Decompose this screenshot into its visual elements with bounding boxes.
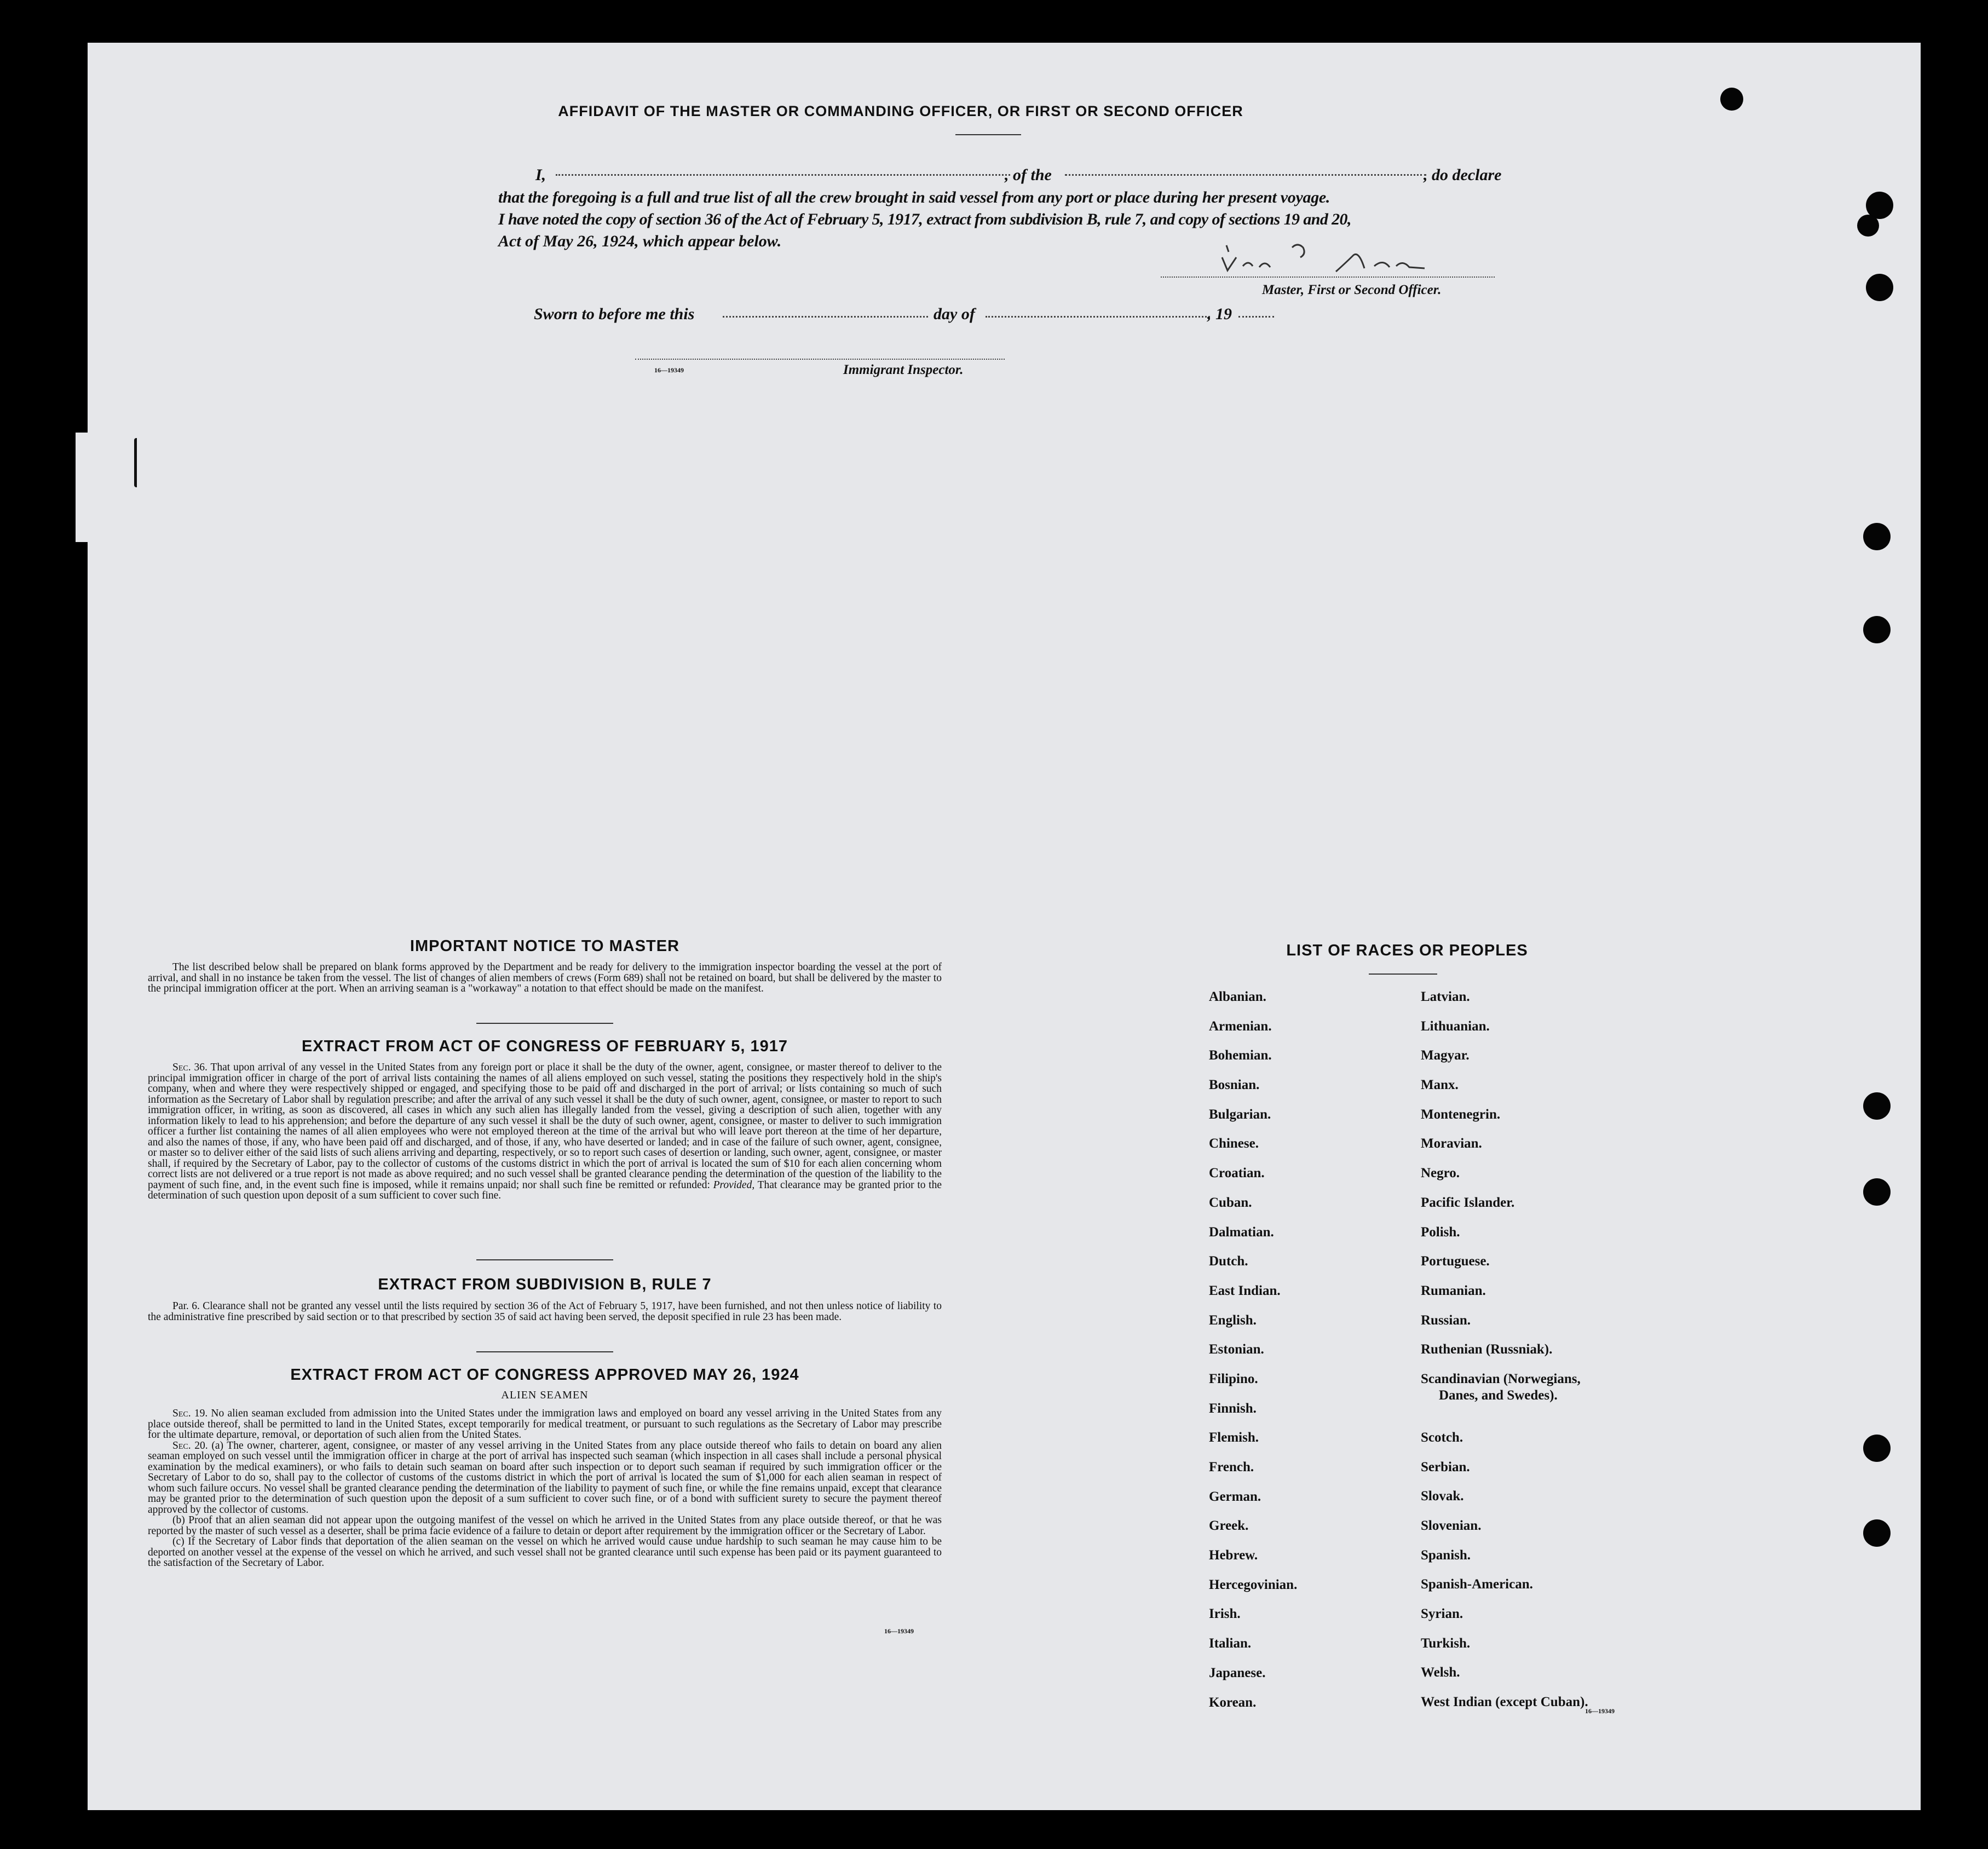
race-item: French. xyxy=(1209,1460,1254,1474)
race-item: East Indian. xyxy=(1209,1283,1281,1298)
affidavit-do-declare: , do declare xyxy=(1424,166,1502,184)
race-item: English. xyxy=(1209,1312,1257,1328)
sec-36-text: That upon arrival of any vessel in the United States from any foreign port or place it shall be the duty of the owner, agent, consignee, or master thereof to deliver to the principal immigration officer in charge of the port of arrival lists containing the names of all aliens employed on such vessel, stating the positions they respectively hold in the ship's company, when and where they were respectively shipped or engaged, and specifying those to be paid off and discharged in the port of arrival; or lists containing so much of such information as the Secretary of Labor shall by regulation prescribe; and after the arrival of any such vessel it shall be the duty of such owner, agent, consignee, or master to report to such immigration officer, in writing, as soon as discovered, all cases in which any such alien has illegally landed from the vessel, giving a description of such alien, together with any information likely to lead to his apprehension; and before the departure of any such vessel it shall be the duty of such owner, agent, consignee, or master to deliver to such immigration officer a further list containing the names of all alien employees who were not employed thereon at the time of the arrival but who will leave port thereon at the time of her departure, and also the names of those, if any, who have been paid off and discharged, and of those, if any, who have deserted or landed; and in case of the failure of such owner, agent, consignee, or master so to deliver either of the said lists of such aliens arriving and departing, respectively, or so to report such cases of desertion or landing, such owner, agent, consignee, or master shall, if required by the Secretary of Labor, pay to the collector of customs of the customs district in which the port of arrival is located the sum of $10 for each alien concerning whom correct lists are not delivered or a true report is not made as above required; and no such vessel shall be granted clearance pending the determination of the question of the liability to the payment of such fine, and, in the event such fine is imposed, while it remains unpaid; nor shall such fine be remitted or refunded: xyxy=(148,1062,942,1191)
race-item: Filipino. xyxy=(1209,1371,1258,1386)
extract-1924-body xyxy=(148,1408,942,1569)
alien-seamen-subheading: ALIEN SEAMEN xyxy=(501,1389,589,1401)
inspector-caption: Immigrant Inspector. xyxy=(843,362,964,377)
sworn-day-blank[interactable] xyxy=(723,316,928,318)
sec-36-text-end: That clearance may be granted prior to the determination of such question upon deposit of a sum sufficient to cover such fine. xyxy=(148,1179,942,1201)
paper-clip-mark xyxy=(134,438,141,487)
race-item: Moravian. xyxy=(1421,1136,1482,1151)
races-left-column xyxy=(1209,989,1297,1724)
sworn-month-blank[interactable] xyxy=(986,316,1210,318)
punch-hole xyxy=(1857,215,1879,237)
race-item: Greek. xyxy=(1209,1518,1249,1534)
punch-hole xyxy=(1866,274,1893,301)
race-item: Hebrew. xyxy=(1209,1548,1258,1563)
extract-1924-heading: EXTRACT FROM ACT OF CONGRESS APPROVED MAY 26, 1924 xyxy=(290,1366,799,1384)
races-underline xyxy=(1369,974,1437,975)
race-item xyxy=(1421,1371,1588,1430)
sec-20c-text: (c) If the Secretary of Labor finds that deportation of the alien seaman on the vessel on which he arrived would cause undue hardship to such seaman he may cause him to be deported on another vessel at the expense of the vessel on which he arrived, and such vessel shall not be granted clearance until such expense has been paid or its payment guaranteed to the satisfaction of the Secretary of Labor. xyxy=(148,1536,942,1569)
race-item: Spanish-American. xyxy=(1421,1577,1533,1592)
sworn-year-blank[interactable] xyxy=(1238,316,1274,318)
race-item: Rumanian. xyxy=(1421,1283,1486,1298)
divider xyxy=(476,1259,613,1260)
affidavit-of-the-label: , of the xyxy=(1005,166,1052,184)
race-item: Chinese. xyxy=(1209,1136,1259,1151)
extract-1917-body xyxy=(148,1062,942,1201)
handwritten-signature xyxy=(1210,235,1440,279)
signature-caption: Master, First or Second Officer. xyxy=(1262,283,1442,297)
notice-text: The list described below shall be prepared on blank forms approved by the Department and be ready for delivery to the immigration inspector boarding the vessel at the port of arrival, and shall in no instance be taken from the vessel. The list of changes of alien members of crews (Form 689) shall not be retained on board, but shall be delivered by the master to the principal immigration officer at the port. When an arriving seaman is a "workaway" a notation to that effect should be made on the manifest. xyxy=(148,961,942,994)
notice-body xyxy=(148,962,942,994)
punch-hole xyxy=(1720,88,1743,111)
race-item: Turkish. xyxy=(1421,1635,1471,1651)
race-item: Ruthenian (Russniak). xyxy=(1421,1342,1553,1357)
race-item: Latvian. xyxy=(1421,989,1470,1004)
race-item: Magyar. xyxy=(1421,1048,1470,1063)
race-item: Flemish. xyxy=(1209,1430,1259,1445)
punch-hole xyxy=(1863,616,1891,643)
punch-hole xyxy=(1863,523,1891,550)
race-item: Bohemian. xyxy=(1209,1048,1272,1063)
race-item: Irish. xyxy=(1209,1606,1241,1622)
race-item: Korean. xyxy=(1209,1695,1257,1710)
subdivision-text: Par. 6. Clearance shall not be granted any vessel until the lists required by section 36 of the Act of February 5, 1917, have been furnished, and not then unless notice of liability to the administrative fine prescribed by said section or to that prescribed by section 35 of said act having been served, the deposit specified in rule 23 has been made. xyxy=(148,1300,942,1323)
signature-blank-line[interactable] xyxy=(1161,277,1495,278)
punch-hole xyxy=(1863,1092,1891,1120)
subdivision-body xyxy=(148,1301,942,1322)
sec-19-label: Sec. 19. xyxy=(172,1408,208,1419)
affidavit-line-2: that the foregoing is a full and true list of all the crew brought in said vessel from any port or place during her present voyage. xyxy=(498,188,1330,206)
race-item: Cuban. xyxy=(1209,1195,1252,1210)
race-item: Lithuanian. xyxy=(1421,1018,1490,1034)
race-item: Montenegrin. xyxy=(1421,1107,1501,1122)
subdivision-heading: EXTRACT FROM SUBDIVISION B, RULE 7 xyxy=(378,1276,712,1293)
extract-1917-heading: EXTRACT FROM ACT OF CONGRESS OF FEBRUARY 5, 1917 xyxy=(301,1038,788,1055)
year-label: , 19 xyxy=(1207,305,1232,323)
race-item: Slovenian. xyxy=(1421,1518,1482,1533)
punch-hole xyxy=(1863,1435,1891,1462)
races-form-number: 16—19349 xyxy=(1585,1707,1615,1715)
race-item: Bosnian. xyxy=(1209,1078,1260,1093)
race-item: Syrian. xyxy=(1421,1606,1463,1622)
affidavit-i-label: I, xyxy=(535,166,546,184)
race-item: Negro. xyxy=(1421,1166,1460,1181)
race-item-scandinavian-cont: Danes, and Swedes). xyxy=(1439,1387,1558,1403)
affidavit-line-4: Act of May 26, 1924, which appear below. xyxy=(498,232,782,250)
sec-19-text: No alien seaman excluded from admission into the United States under the immigration laws and employed on board any vessel arriving in the United States from any place outside thereof, shall be permitted to land in the United States, except temporarily for medical treatment, or pursuant to such regulations as the Secretary of Labor may prescribe for the ultimate departure, removal, or deportation of such alien from the United States. xyxy=(148,1408,942,1441)
race-item: Russian. xyxy=(1421,1312,1471,1328)
race-item: Armenian. xyxy=(1209,1018,1272,1034)
affidavit-heading: AFFIDAVIT OF THE MASTER OR COMMANDING OFFICER, OR FIRST OR SECOND OFFICER xyxy=(558,103,1243,119)
race-item: Italian. xyxy=(1209,1636,1252,1651)
races-right-column xyxy=(1421,989,1588,1724)
sworn-label: Sworn to before me this xyxy=(534,305,695,323)
race-item: Albanian. xyxy=(1209,989,1266,1004)
race-item: German. xyxy=(1209,1489,1261,1504)
race-item: Scotch. xyxy=(1421,1430,1463,1445)
race-item: Estonian. xyxy=(1209,1342,1264,1357)
sec-20-label: Sec. 20. xyxy=(172,1439,208,1451)
punch-hole xyxy=(1863,1519,1891,1547)
race-item: Croatian. xyxy=(1209,1166,1265,1181)
race-item: Dalmatian. xyxy=(1209,1224,1274,1240)
race-item: Slovak. xyxy=(1421,1489,1464,1504)
name-blank-line[interactable] xyxy=(556,174,1010,176)
punch-hole xyxy=(1863,1178,1891,1206)
vessel-blank-line[interactable] xyxy=(1065,174,1426,176)
sec-36-label: Sec. 36. xyxy=(172,1062,208,1073)
divider xyxy=(476,1351,613,1352)
notice-heading: IMPORTANT NOTICE TO MASTER xyxy=(410,937,680,955)
race-item: Japanese. xyxy=(1209,1665,1266,1680)
race-item: Polish. xyxy=(1421,1224,1460,1240)
races-heading: LIST OF RACES OR PEOPLES xyxy=(1286,942,1528,959)
race-item: Spanish. xyxy=(1421,1547,1471,1563)
race-item: West Indian (except Cuban). xyxy=(1421,1695,1588,1710)
race-item: Hercegovinian. xyxy=(1209,1577,1298,1592)
race-item-scandinavian: Scandinavian (Norwegians, xyxy=(1421,1371,1581,1386)
race-item: Portuguese. xyxy=(1421,1254,1490,1269)
affidavit-form-number: 16—19349 xyxy=(654,366,684,374)
day-of-label: day of xyxy=(934,305,975,323)
extract-form-number: 16—19349 xyxy=(884,1627,914,1635)
paper-edge-fragment xyxy=(76,433,93,542)
race-item: Bulgarian. xyxy=(1209,1107,1271,1122)
affidavit-line-3: I have noted the copy of section 36 of the Act of February 5, 1917, extract from subdivision B, rule 7, and copy of sections 19 and 20, xyxy=(498,210,1351,228)
sec-20b-text: (b) Proof that an alien seaman did not appear upon the outgoing manifest of the vessel on which he arrived in the United States from any place outside thereof, or that he was reported by the master of such vessel as a deserter, shall be prima facie evidence of a failure to detain or deport after requirement by the immigration officer or the Secretary of Labor. xyxy=(148,1514,942,1537)
sec-20a-text: (a) The owner, charterer, agent, consignee, or master of any vessel arriving in the United States from any place outside thereof who fails to detain on board any alien seaman employed on such vessel until the immigration officer in charge at the port of arrival has inspected such seaman (which inspection in all cases shall include a personal physical examination by the medical examiners), or who fails to detain such seaman on board after such inspection or to deport such seaman if required by such immigration officer or the Secretary of Labor to do so, shall pay to the collector of customs of the customs district in which the port of arrival is located the sum of $1,000 for each alien seaman in respect of whom such failure occurs. No vessel shall be granted clearance pending the determination of the liability to payment of such fine, or while the fine remains unpaid, except that clearance may be granted prior to the determination of such question upon the deposit of a sum sufficient to cover such fine, or of a bond with sufficient surety to secure the payment thereof approved by the collector of customs. xyxy=(148,1439,942,1516)
race-item: Dutch. xyxy=(1209,1254,1248,1269)
heading-underline xyxy=(955,134,1021,135)
race-item: Serbian. xyxy=(1421,1459,1470,1474)
divider xyxy=(476,1023,613,1024)
provided-label: Provided, xyxy=(713,1179,755,1191)
race-item: Finnish. xyxy=(1209,1401,1257,1416)
race-item: Pacific Islander. xyxy=(1421,1195,1515,1210)
race-item: Manx. xyxy=(1421,1078,1459,1093)
inspector-signature-blank[interactable] xyxy=(635,359,1005,360)
race-item: Welsh. xyxy=(1421,1665,1460,1680)
